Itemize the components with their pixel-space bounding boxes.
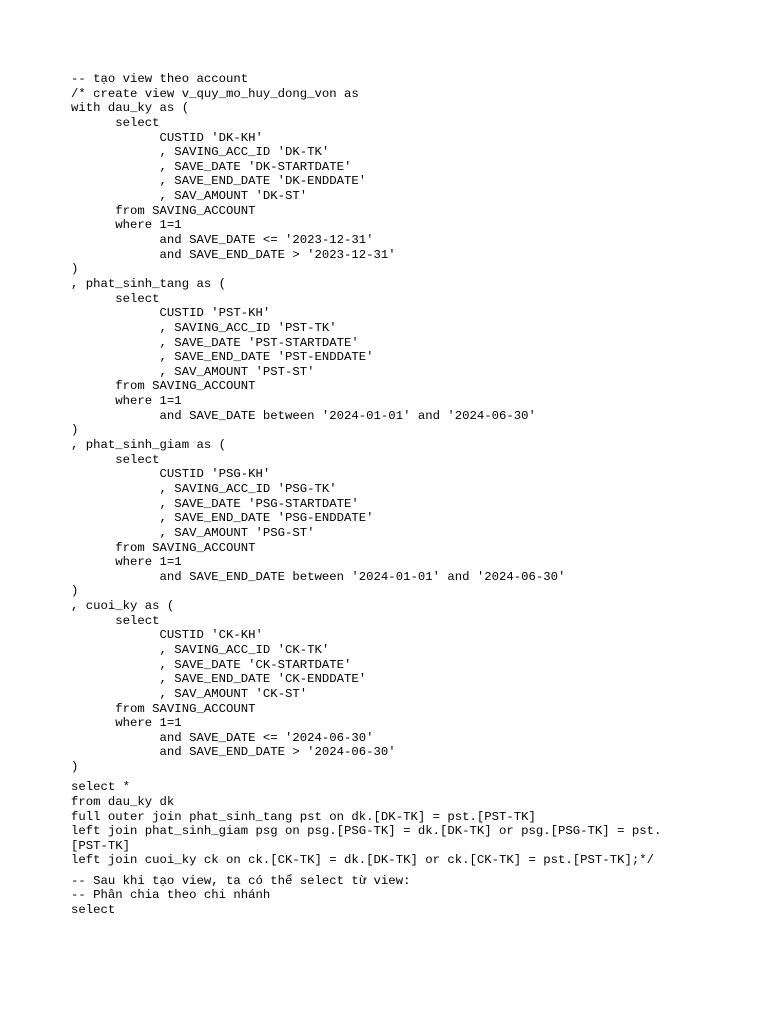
code-line: and SAVE_END_DATE > '2024-06-30' (71, 745, 396, 760)
code-line: ) (71, 423, 79, 438)
code-line: , SAVE_END_DATE 'CK-ENDDATE' (71, 672, 367, 687)
code-line: select * (71, 780, 131, 795)
code-line: -- Sau khi tạo view, ta có thể select từ view: (71, 873, 411, 888)
code-line: , SAVE_END_DATE 'PST-ENDDATE' (71, 350, 374, 365)
code-line: from SAVING_ACCOUNT (71, 379, 256, 394)
code-line: and SAVE_DATE between '2024-01-01' and '2024-06-30' (71, 408, 536, 423)
sql-code-listing (71, 72, 731, 918)
code-line: , phat_sinh_tang as ( (71, 276, 226, 291)
code-line: select (71, 452, 160, 467)
code-line: where 1=1 (71, 716, 182, 731)
code-line: CUSTID 'PST-KH' (71, 306, 271, 321)
code-line: , SAVING_ACC_ID 'PSG-TK' (71, 481, 337, 496)
document-page (71, 72, 731, 918)
code-line: from SAVING_ACCOUNT (71, 540, 256, 555)
code-line: ) (71, 584, 79, 599)
code-line: from SAVING_ACCOUNT (71, 701, 256, 716)
code-line: , SAVING_ACC_ID 'PST-TK' (71, 320, 337, 335)
code-line: , SAVE_END_DATE 'DK-ENDDATE' (71, 174, 367, 189)
code-line: and SAVE_END_DATE > '2023-12-31' (71, 247, 396, 262)
code-line: , SAV_AMOUNT 'PSG-ST' (71, 525, 315, 540)
code-line: and SAVE_DATE <= '2023-12-31' (71, 233, 374, 248)
code-line: where 1=1 (71, 218, 182, 233)
code-line: from dau_ky dk (71, 794, 175, 809)
code-line: select (71, 902, 116, 917)
code-line: , SAVE_DATE 'CK-STARTDATE' (71, 657, 352, 672)
code-line: , SAVE_DATE 'DK-STARTDATE' (71, 159, 352, 174)
code-line: , SAVE_END_DATE 'PSG-ENDDATE' (71, 511, 374, 526)
code-line: ) (71, 760, 79, 775)
code-line: , SAV_AMOUNT 'CK-ST' (71, 686, 308, 701)
code-line: , SAVE_DATE 'PSG-STARTDATE' (71, 496, 359, 511)
code-line: , cuoi_ky as ( (71, 599, 175, 614)
code-line: select (71, 613, 160, 628)
code-line: select (71, 291, 160, 306)
code-line: left join phat_sinh_giam psg on psg.[PSG-TK] = dk.[DK-TK] or psg.[PSG-TK] = pst. (71, 824, 662, 839)
code-line: and SAVE_DATE <= '2024-06-30' (71, 730, 374, 745)
code-line: where 1=1 (71, 394, 182, 409)
code-line: full outer join phat_sinh_tang pst on dk.[DK-TK] = pst.[PST-TK] (71, 809, 536, 824)
code-line: , SAVING_ACC_ID 'CK-TK' (71, 642, 330, 657)
code-line: /* create view v_quy_mo_huy_dong_von as (71, 86, 359, 101)
code-line: with dau_ky as ( (71, 101, 190, 116)
code-line: from SAVING_ACCOUNT (71, 203, 256, 218)
code-line: -- Phân chia theo chi nhánh (71, 888, 271, 903)
code-line: where 1=1 (71, 555, 182, 570)
code-line: , SAV_AMOUNT 'DK-ST' (71, 189, 308, 204)
code-line: CUSTID 'CK-KH' (71, 628, 263, 643)
code-line: ) (71, 262, 79, 277)
code-line: select (71, 115, 160, 130)
code-line: , SAVE_DATE 'PST-STARTDATE' (71, 335, 359, 350)
code-line: and SAVE_END_DATE between '2024-01-01' and '2024-06-30' (71, 569, 566, 584)
code-line: , phat_sinh_giam as ( (71, 438, 226, 453)
code-line: CUSTID 'DK-KH' (71, 130, 263, 145)
code-line: -- tạo view theo account (71, 72, 249, 86)
code-line: [PST-TK] (71, 838, 131, 853)
code-line: CUSTID 'PSG-KH' (71, 467, 271, 482)
code-line: , SAVING_ACC_ID 'DK-TK' (71, 145, 330, 160)
code-line: left join cuoi_ky ck on ck.[CK-TK] = dk.[DK-TK] or ck.[CK-TK] = pst.[PST-TK];*/ (71, 853, 654, 868)
code-line: , SAV_AMOUNT 'PST-ST' (71, 364, 315, 379)
